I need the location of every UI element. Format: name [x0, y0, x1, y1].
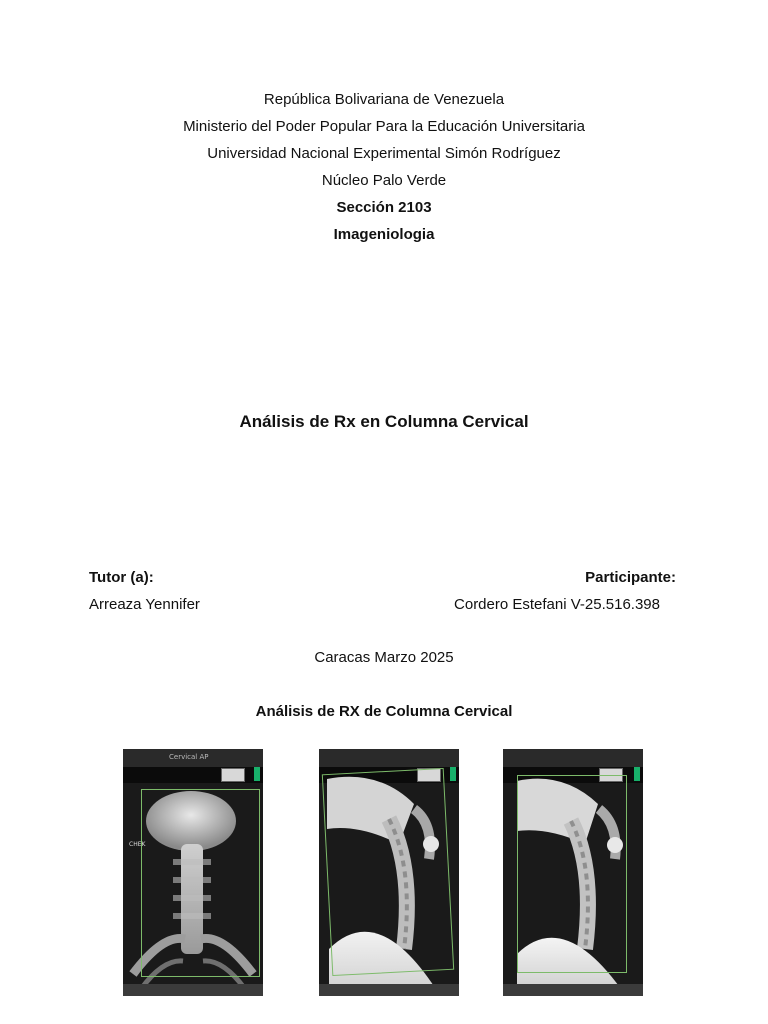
- tutor-name: Arreaza Yennifer: [89, 596, 200, 613]
- header-section: Sección 2103: [336, 199, 432, 216]
- xray-lateral-image-2: [503, 749, 643, 996]
- tutor-label: Tutor (a):: [89, 569, 154, 586]
- participant-name: Cordero Estefani V-25.516.398: [454, 596, 660, 613]
- document-title: Análisis de Rx en Columna Cervical: [239, 412, 529, 431]
- header-university: Universidad Nacional Experimental Simón Rodríguez: [207, 145, 561, 162]
- header-country: República Bolivariana de Venezuela: [263, 91, 505, 108]
- participant-label: Participante:: [585, 569, 676, 586]
- xray-ap-image: Cervical AP CHEK: [123, 749, 263, 996]
- xray-lateral-image-1: [319, 749, 459, 996]
- place-date: Caracas Marzo 2025: [314, 649, 454, 666]
- section-heading: Análisis de RX de Columna Cervical: [255, 703, 513, 720]
- header-subject: Imageniologia: [333, 226, 435, 243]
- header-ministry: Ministerio del Poder Popular Para la Educación Universitaria: [183, 118, 585, 135]
- header-campus: Núcleo Palo Verde: [321, 172, 447, 189]
- xray-header-text: Cervical AP: [169, 753, 209, 761]
